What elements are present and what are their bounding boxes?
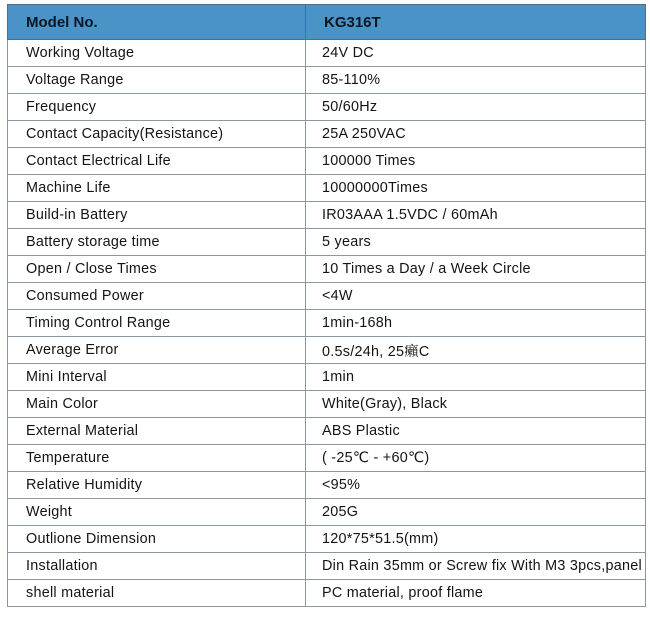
row-value: 25A 250VAC: [306, 121, 646, 148]
row-label: Working Voltage: [8, 40, 306, 67]
table-row: [8, 229, 646, 256]
row-label: Outlione Dimension: [8, 526, 306, 553]
row-value: 5 years: [306, 229, 646, 256]
row-label: Contact Electrical Life: [8, 148, 306, 175]
row-value: 100000 Times: [306, 148, 646, 175]
header-model-value: KG316T: [306, 5, 646, 40]
table-header-row: [8, 5, 646, 40]
row-label: Relative Humidity: [8, 472, 306, 499]
row-value: 50/60Hz: [306, 94, 646, 121]
table-row: [8, 283, 646, 310]
row-label: Contact Capacity(Resistance): [8, 121, 306, 148]
row-value: 205G: [306, 499, 646, 526]
table-row: [8, 418, 646, 445]
row-value: <95%: [306, 472, 646, 499]
row-label: Temperature: [8, 445, 306, 472]
row-value: White(Gray), Black: [306, 391, 646, 418]
table-row: [8, 310, 646, 337]
row-label: Timing Control Range: [8, 310, 306, 337]
row-label: Installation: [8, 553, 306, 580]
table-row: [8, 256, 646, 283]
row-value: 24V DC: [306, 40, 646, 67]
row-label: Machine Life: [8, 175, 306, 202]
table-row: [8, 391, 646, 418]
table-row: [8, 121, 646, 148]
row-label: Frequency: [8, 94, 306, 121]
spec-table: [7, 4, 646, 607]
row-label: Weight: [8, 499, 306, 526]
row-value: 10000000Times: [306, 175, 646, 202]
table-row: [8, 445, 646, 472]
row-value: 10 Times a Day / a Week Circle: [306, 256, 646, 283]
table-row: [8, 94, 646, 121]
row-value: ABS Plastic: [306, 418, 646, 445]
row-label: shell material: [8, 580, 306, 607]
row-value: 120*75*51.5(mm): [306, 526, 646, 553]
row-label: Open / Close Times: [8, 256, 306, 283]
row-value: 1min-168h: [306, 310, 646, 337]
row-value: ( -25℃ - +60℃): [306, 445, 646, 472]
spec-sheet: [7, 4, 645, 607]
table-row: [8, 499, 646, 526]
row-value: 0.5s/24h, 25癩C: [306, 337, 646, 364]
header-model-label: Model No.: [8, 5, 306, 40]
row-label: External Material: [8, 418, 306, 445]
table-row: [8, 175, 646, 202]
row-label: Voltage Range: [8, 67, 306, 94]
row-label: Build-in Battery: [8, 202, 306, 229]
table-row: [8, 526, 646, 553]
row-value: 1min: [306, 364, 646, 391]
table-row: [8, 472, 646, 499]
row-label: Main Color: [8, 391, 306, 418]
row-value: 85-110%: [306, 67, 646, 94]
table-row: [8, 67, 646, 94]
row-value: PC material, proof flame: [306, 580, 646, 607]
row-label: Average Error: [8, 337, 306, 364]
table-row: [8, 148, 646, 175]
table-row: [8, 337, 646, 364]
table-row: [8, 202, 646, 229]
row-value: IR03AAA 1.5VDC / 60mAh: [306, 202, 646, 229]
table-row: [8, 580, 646, 607]
table-row: [8, 553, 646, 580]
row-value: Din Rain 35mm or Screw fix With M3 3pcs,panel: [306, 553, 646, 580]
row-label: Consumed Power: [8, 283, 306, 310]
row-label: Battery storage time: [8, 229, 306, 256]
row-label: Mini Interval: [8, 364, 306, 391]
table-row: [8, 40, 646, 67]
table-row: [8, 364, 646, 391]
row-value: <4W: [306, 283, 646, 310]
